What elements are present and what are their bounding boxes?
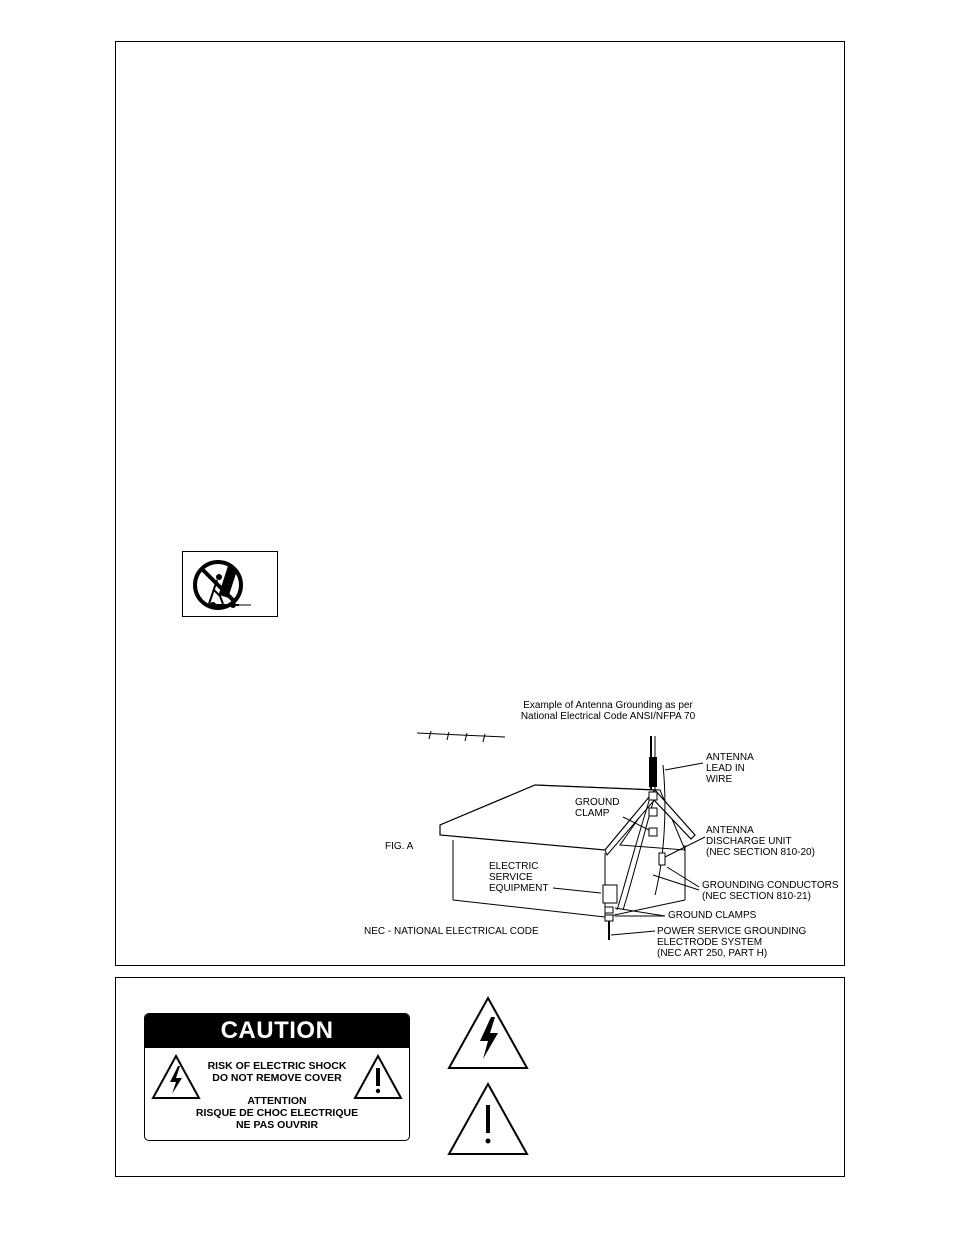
power-service-label: POWER SERVICE GROUNDING ELECTRODE SYSTEM (NEC ART 250, PART H) (657, 926, 807, 959)
electric-service-label: ELECTRIC SERVICE EQUIPMENT (489, 861, 549, 894)
caution-label (144, 1013, 410, 1141)
cart-tipover-warning (182, 551, 278, 617)
discharge-unit-label: ANTENNA DISCHARGE UNIT (NEC SECTION 810-20) (706, 825, 815, 858)
figure-title-line2: National Electrical Code ANSI/NFPA 70 (520, 711, 696, 722)
caution-risk-text: RISK OF ELECTRIC SHOCK (207, 1060, 347, 1072)
lightning-bolt-icon (446, 995, 530, 1071)
ground-clamp-label: GROUND CLAMP (575, 797, 620, 819)
figure-title-line1: Example of Antenna Grounding as per (523, 700, 693, 711)
antenna-grounding-figure (355, 695, 845, 965)
fig-a-label: FIG. A (385, 841, 414, 852)
caution-risque-text: RISQUE DE CHOC ELECTRIQUE (195, 1107, 359, 1119)
ground-clamps-label: GROUND CLAMPS (668, 910, 757, 921)
exclamation-point-icon (446, 1081, 530, 1157)
caution-header: CAUTION (145, 1014, 409, 1048)
nec-note-label: NEC - NATIONAL ELECTRICAL CODE (364, 926, 539, 937)
caution-ouvrir-text: NE PAS OUVRIR (235, 1119, 319, 1131)
caution-attention-text: ATTENTION (247, 1095, 307, 1107)
cart-warning-icon (183, 552, 279, 618)
caution-cover-text: DO NOT REMOVE COVER (212, 1072, 342, 1084)
grounding-conductors-label: GROUNDING CONDUCTORS (NEC SECTION 810-21) (702, 880, 839, 902)
antenna-lead-label: ANTENNA LEAD IN WIRE (706, 752, 754, 785)
